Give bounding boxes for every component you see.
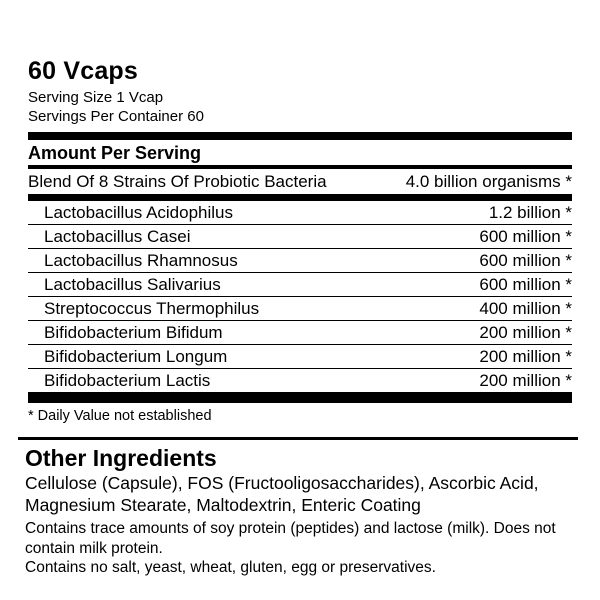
strain-amount: 200 million * [479, 346, 572, 366]
strain-amount: 200 million * [479, 370, 572, 390]
strain-row [28, 368, 572, 392]
allergen-note: Contains trace amounts of soy protein (peptides) and lactose (milk). Does not contain milk protein. [25, 520, 556, 557]
strain-row [28, 272, 572, 296]
strain-amount: 600 million * [479, 226, 572, 246]
blend-row [28, 169, 572, 194]
daily-value-footnote: * Daily Value not established [28, 408, 212, 424]
strain-name: Bifidobacterium Bifidum [44, 322, 223, 342]
strain-name: Lactobacillus Acidophilus [44, 202, 234, 222]
servings-per-container: Servings Per Container 60 [28, 107, 204, 125]
thick-divider-bottom [28, 392, 572, 403]
strain-name: Lactobacillus Casei [44, 226, 191, 246]
strain-row [28, 201, 572, 224]
strain-amount: 600 million * [479, 250, 572, 270]
strain-name: Lactobacillus Rhamnosus [44, 250, 238, 270]
strain-row [28, 248, 572, 272]
strain-row [28, 296, 572, 320]
thick-divider-mid [28, 194, 572, 201]
strain-row [28, 224, 572, 248]
serving-size: Serving Size 1 Vcap [28, 89, 164, 106]
thick-divider-top [28, 132, 572, 140]
amount-per-serving-heading: Amount Per Serving [28, 143, 202, 163]
strain-name: Bifidobacterium Lactis [44, 370, 211, 390]
strain-row [28, 320, 572, 344]
product-title: 60 Vcaps [28, 57, 139, 85]
free-from-note: Contains no salt, yeast, wheat, gluten, egg or preservatives. [25, 559, 436, 576]
strain-amount: 600 million * [479, 274, 572, 294]
other-ingredients-list: Cellulose (Capsule), FOS (Fructooligosaccharides), Ascorbic Acid, Magnesium Stearate, Maltodextrin, Enteric Coating [25, 473, 539, 515]
supplement-facts-label [25, 57, 572, 578]
strain-name: Streptococcus Thermophilus [44, 298, 260, 318]
strain-name: Lactobacillus Salivarius [44, 274, 221, 294]
other-ingredients-heading: Other Ingredients [25, 445, 217, 471]
strain-amount: 1.2 billion * [488, 202, 572, 222]
strain-name: Bifidobacterium Longum [44, 346, 228, 366]
blend-name: Blend Of 8 Strains Of Probiotic Bacteria [28, 172, 327, 191]
strain-amount: 400 million * [479, 298, 572, 318]
section-divider [18, 437, 578, 440]
blend-amount: 4.0 billion organisms * [405, 172, 572, 191]
strain-amount: 200 million * [479, 322, 572, 342]
strain-row [28, 344, 572, 368]
